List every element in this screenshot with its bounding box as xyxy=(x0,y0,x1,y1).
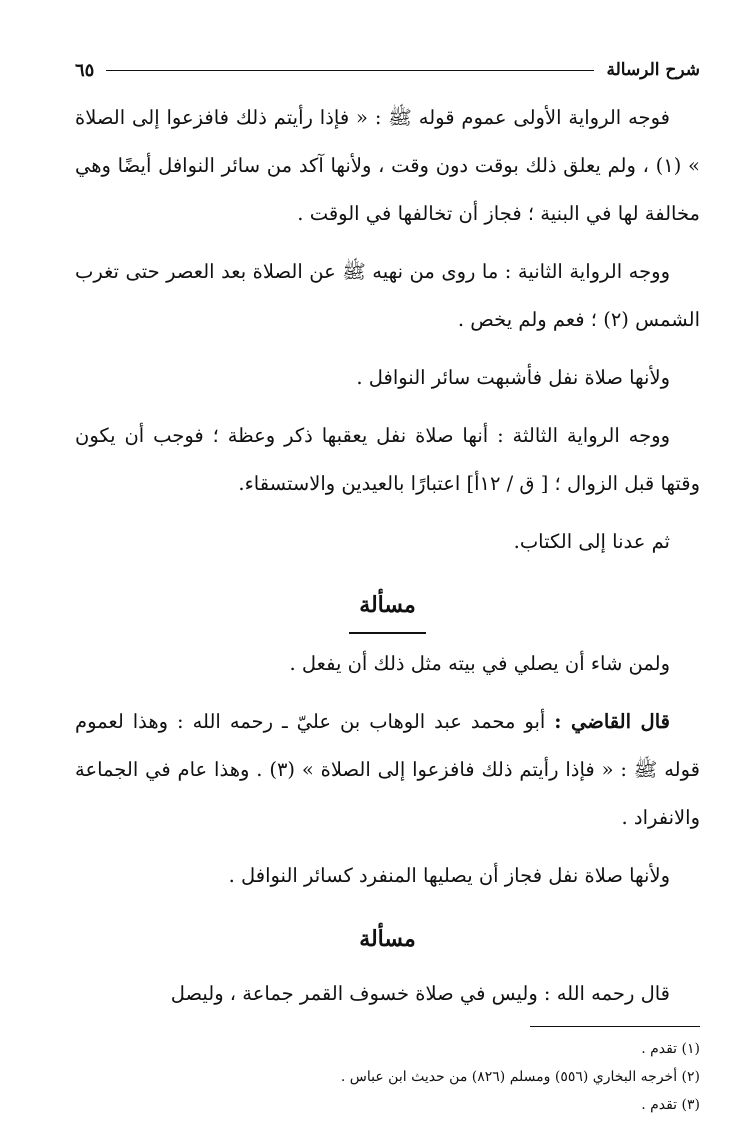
body-text xyxy=(75,94,700,1018)
section-1-closing: ولأنها صلاة نفل فجاز أن يصليها المنفرد كسائر النوافل . xyxy=(228,864,670,887)
section-1-commentary-text: أبو محمد عبد الوهاب بن عليّ ـ رحمه الله : وهذا لعموم قوله ﷺ : « فإذا رأيتم ذلك فافزعوا إلى الصلاة » (٣) . وهذا عام في الجماعة والانفراد . xyxy=(75,710,700,829)
section-2-text: قال رحمه الله : وليس في صلاة خسوف القمر جماعة ، وليصل xyxy=(170,982,670,1005)
paragraph-first-narration: فوجه الرواية الأولى عموم قوله ﷺ : « فإذا رأيتم ذلك فافزعوا إلى الصلاة » (١) ، ولم يعلق ذلك بوقت دون وقت ، ولأنها آكد من سائر النوافل أيضًا وهي مخالفة لها في البنية ؛ فجاز أن تخالفها في الوقت . xyxy=(75,106,700,225)
section-heading-1-text: مسألة xyxy=(349,580,426,634)
section-heading-2-text: مسألة xyxy=(359,926,416,952)
section-heading-2 xyxy=(75,914,700,964)
paragraph-third-narration: ووجه الرواية الثالثة : أنها صلاة نفل يعقبها ذكر وعظة ؛ فوجب أن يكون وقتها قبل الزوال ؛ [ ق / ١٢أ] اعتبارًا بالعيدين والاستسقاء. xyxy=(75,424,700,495)
footnote-2: (٢) أخرجه البخاري (٥٥٦) ومسلم (٨٢٦) من حديث ابن عباس . xyxy=(340,1069,700,1085)
header-rule xyxy=(106,70,594,71)
paragraph-return-to-book: ثم عدنا إلى الكتاب. xyxy=(513,530,670,553)
footnotes xyxy=(75,1035,700,1119)
footnote-1: (١) تقدم . xyxy=(641,1041,700,1057)
section-1-text: ولمن شاء أن يصلي في بيته مثل ذلك أن يفعل . xyxy=(289,652,670,675)
page-number: ٦٥ xyxy=(75,59,95,81)
book-page xyxy=(75,52,700,1113)
section-1-commentary xyxy=(75,698,700,842)
section-heading-1 xyxy=(75,580,700,634)
footnote-3: (٣) تقدم . xyxy=(641,1097,700,1113)
speaker-label: قال القاضي : xyxy=(554,710,670,733)
footnote-rule xyxy=(530,1026,700,1027)
running-header xyxy=(75,52,700,88)
running-title: شرح الرسالة xyxy=(606,60,700,80)
paragraph-second-narration: ووجه الرواية الثانية : ما روى من نهيه ﷺ عن الصلاة بعد العصر حتى تغرب الشمس (٢) ؛ فعم ولم يخص . xyxy=(75,260,700,331)
paragraph-nafl-comparison: ولأنها صلاة نفل فأشبهت سائر النوافل . xyxy=(356,366,670,389)
